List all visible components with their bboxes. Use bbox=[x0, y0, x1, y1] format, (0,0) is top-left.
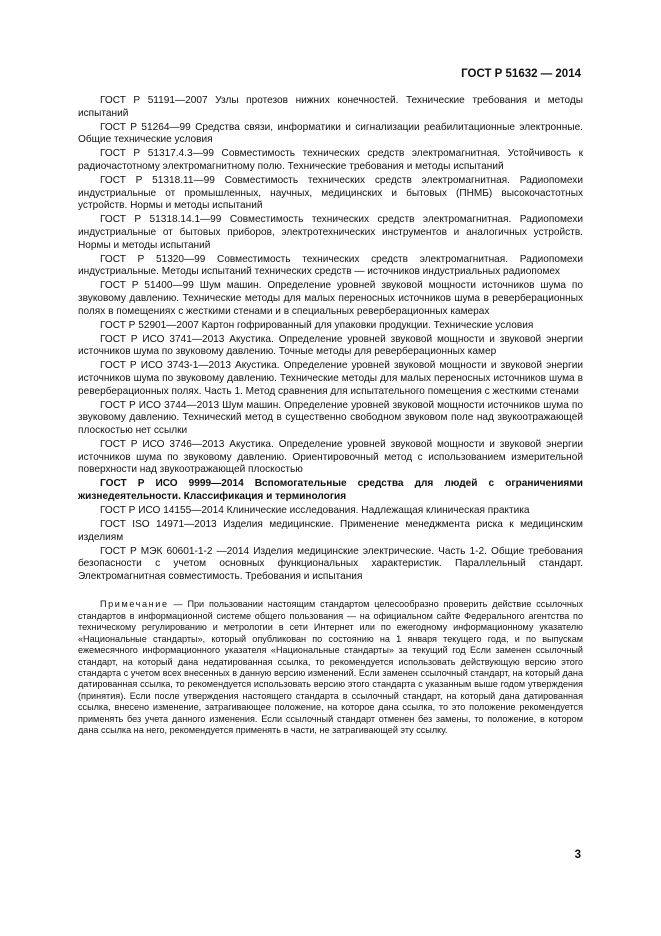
reference-entry-highlighted: ГОСТ Р ИСО 9999—2014 Вспомогательные средства для людей с ограничениями жизнедеятельности. Классификация и терминология bbox=[78, 478, 583, 502]
reference-entry: ГОСТ Р МЭК 60601-1-2 —2014 Изделия медицинские электрические. Часть 1-2. Общие требования безопасности с учетом основных функциональных характеристик. Параллельный стандарт. Электромагнитная совместимость. Требования и испытания bbox=[78, 545, 583, 582]
reference-entry: ГОСТ Р 51191—2007 Узлы протезов нижних конечностей. Технические требования и методы испытаний bbox=[78, 95, 583, 119]
reference-entry: ГОСТ Р 51264—99 Средства связи, информатики и сигнализации реабилитационные электронные. Общие технические условия bbox=[78, 121, 583, 146]
normative-references bbox=[78, 95, 583, 745]
note-text: — При пользовании настоящим стандартом целесообразно проверить действие ссылочных стандартов в информационной системе общего пользования — на официальном сайте Федерального агентства по техническому регулированию и метрологии в сети Интернет или по ежегодному информационному указателю «Национальные стандарты», который опубликован по состоянию на 1 января текущего года, и по выпускам ежемесячного информационного указателя «Национальные стандарты» за текущий год Если заменен ссылочный стандарт, на который дана недатированная ссылка, то рекомендуется использовать действующую версию этого стандарта с учетом всех внесенных в данную версию изменений. Если заменен ссылочный стандарт, на который дана датированная ссылка, то рекомендуется использовать версию этого стандарта с указанным выше годом утверждения (принятия). Если после утверждения настоящего стандарта в ссылочный стандарт, на который дана датированная ссылка, внесено изменение, затрагивающее положение, на которое дана ссылка, то это положение рекомендуется применять без учета данного изменения. Если ссылочный стандарт отменен без замены, то положение, в котором дана ссылка на него, рекомендуется применять в части, не затрагивающей эту ссылку. bbox=[78, 599, 583, 735]
reference-entry: ГОСТ Р 51318.14.1—99 Совместимость технических средств электромагнитная. Радиопомехи индустриальные от бытовых приборов, электротехнических инструментов и аналогичных устройств. Нормы и методы испытаний bbox=[78, 214, 583, 251]
reference-entry: ГОСТ Р 51400—99 Шум машин. Определение уровней звуковой мощности источников шума по звуковому давлению. Технические методы для малых переносных источников шума в реверберационных полях в помещениях с жесткими стенами и в специальных реверберационных камерах bbox=[78, 280, 583, 317]
reference-entry: ГОСТ Р ИСО 3746—2013 Акустика. Определение уровней звуковой мощности и звуковой энергии источников шума по звуковому давлению. Ориентировочный метод с использованием измерительной поверхности над звукоотражающей плоскостью bbox=[78, 438, 583, 476]
reference-entry: ГОСТ Р 51317.4.3—99 Совместимость технических средств электромагнитная. Устойчивость к радиочастотному электромагнитному полю. Технические требования и методы испытаний bbox=[78, 148, 583, 172]
reference-entry: ГОСТ ISO 14971—2013 Изделия медицинские. Применение менеджмента риска к медицинским изделиям bbox=[78, 519, 583, 543]
reference-entry: ГОСТ Р 51320—99 Совместимость технических средств электромагнитная. Радиопомехи индустриальные. Методы испытаний технических средств — источников индустриальных радиопомех bbox=[78, 253, 583, 278]
reference-entry: ГОСТ Р ИСО 14155—2014 Клинические исследования. Надлежащая клиническая практика bbox=[100, 504, 530, 516]
reference-entry: ГОСТ Р 51318.11—99 Совместимость технических средств электромагнитная. Радиопомехи индустриальные от промышленных, научных, медицинских и бытовых (ПНМБ) высокочастотных устройств. Нормы и методы испытаний bbox=[78, 175, 583, 212]
note-label: Примечание bbox=[100, 599, 169, 610]
reference-entry: ГОСТ Р ИСО 3741—2013 Акустика. Определение уровней звуковой мощности и звуковой энергии источников шума по звуковому давлению. Точные методы для реверберационных камер bbox=[78, 333, 583, 358]
reference-entry: ГОСТ Р ИСО 3744—2013 Шум машин. Определение уровней звуковой мощности источников шума по звуковому давлению. Технический метод в существенно свободном звуковом поле над звукоотражающей плоскостью нет ссылки bbox=[78, 399, 583, 436]
reference-entry: ГОСТ Р ИСО 3743-1—2013 Акустика. Определение уровней звуковой мощности и звуковой энергии источников шума по звуковому давлению. Технические методы для малых переносных источников шума в реверберационных полях. Часть 1. Метод сравнения для испытательного помещения с жесткими стенами bbox=[78, 360, 583, 397]
document-header: ГОСТ Р 51632 — 2014 bbox=[461, 68, 581, 80]
note-paragraph bbox=[78, 599, 583, 736]
page-number: 3 bbox=[574, 849, 581, 861]
reference-entry: ГОСТ Р 52901—2007 Картон гофрированный для упаковки продукции. Технические условия bbox=[100, 319, 534, 331]
